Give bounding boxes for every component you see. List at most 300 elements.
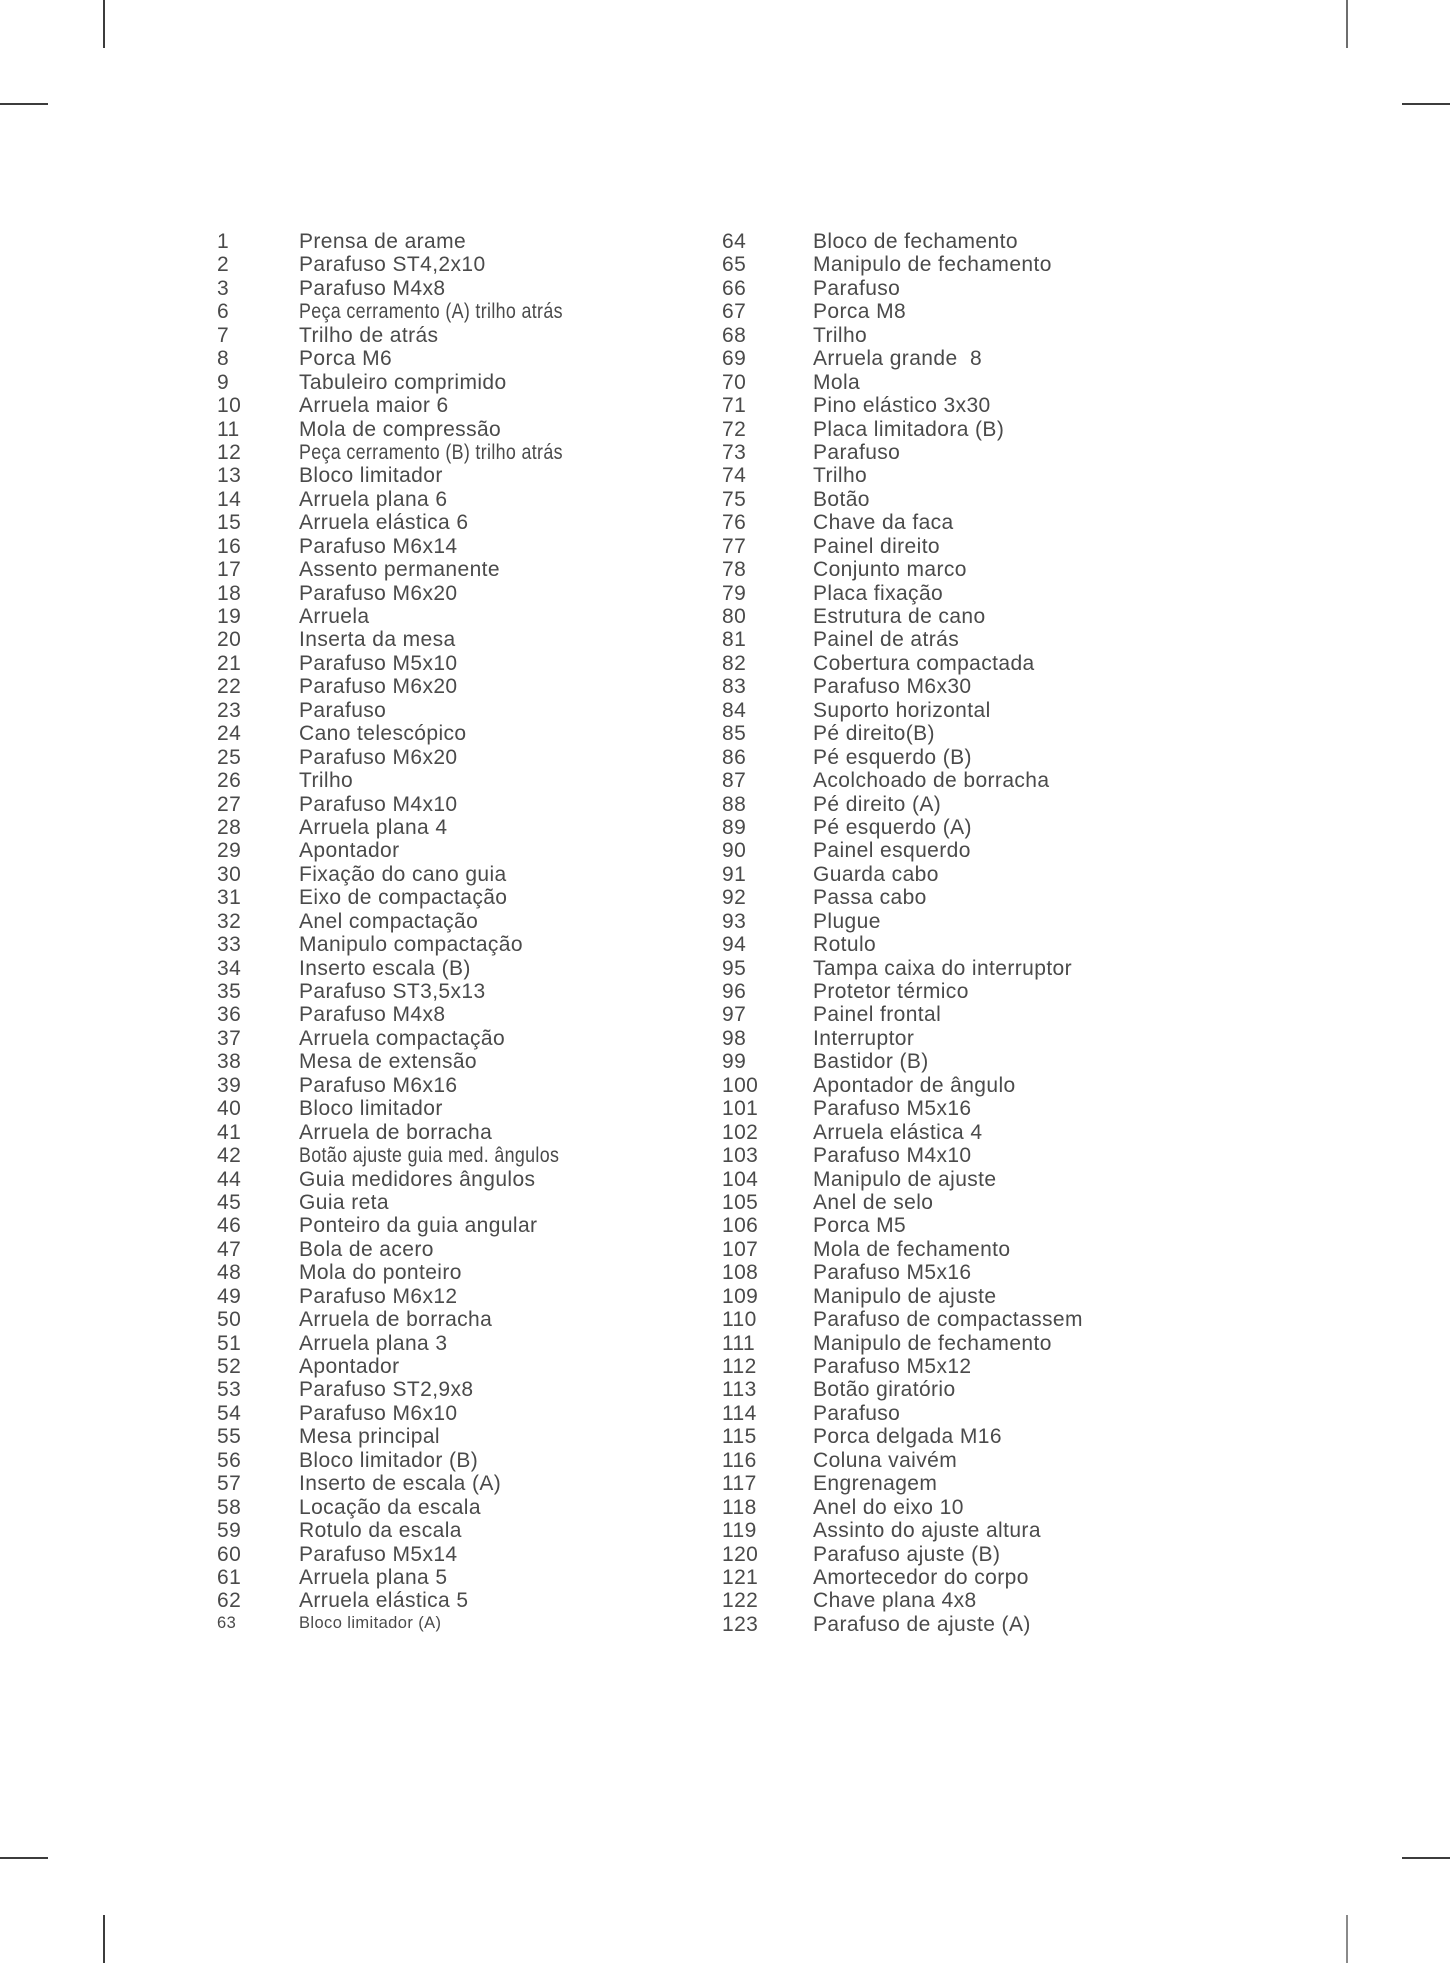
item-label: Assinto do ajuste altura xyxy=(813,1519,1041,1543)
list-item xyxy=(217,1285,717,1308)
list-item xyxy=(217,722,717,745)
list-item xyxy=(722,1589,1242,1612)
item-label: Parafuso M5x16 xyxy=(813,1097,972,1121)
item-number: 10 xyxy=(217,394,242,418)
item-number: 15 xyxy=(217,511,242,535)
item-number: 120 xyxy=(722,1542,759,1566)
list-item xyxy=(217,910,717,933)
item-number: 89 xyxy=(722,815,747,839)
list-item xyxy=(722,722,1242,745)
item-number: 19 xyxy=(217,605,242,628)
item-label: Guarda cabo xyxy=(813,862,939,886)
item-number: 103 xyxy=(722,1144,759,1168)
list-item xyxy=(722,1566,1242,1589)
item-number: 106 xyxy=(722,1214,759,1238)
item-number: 107 xyxy=(722,1237,759,1261)
item-number: 104 xyxy=(722,1167,759,1191)
item-label: Porca delgada M16 xyxy=(813,1425,1002,1449)
item-label: Guia reta xyxy=(299,1190,389,1214)
item-number: 23 xyxy=(217,698,242,722)
list-item xyxy=(217,300,717,323)
list-item xyxy=(722,1285,1242,1308)
item-label: Pé esquerdo (B) xyxy=(813,745,972,769)
list-item xyxy=(217,793,717,816)
item-number: 62 xyxy=(217,1589,242,1613)
item-number: 52 xyxy=(217,1355,242,1378)
item-label: Bloco limitador (A) xyxy=(299,1613,442,1632)
item-label: Manipulo de ajuste xyxy=(813,1167,997,1191)
item-number: 60 xyxy=(217,1542,242,1566)
list-item xyxy=(722,1519,1242,1542)
item-label: Anel compactação xyxy=(299,909,479,933)
crop-mark-top-left-vertical xyxy=(103,0,105,48)
item-number: 113 xyxy=(722,1378,757,1402)
item-label: Interruptor xyxy=(813,1026,915,1050)
list-item xyxy=(217,1050,717,1073)
item-number: 121 xyxy=(722,1565,759,1589)
item-label: Mola de compressão xyxy=(299,417,502,441)
item-number: 117 xyxy=(722,1472,757,1496)
list-item xyxy=(722,441,1242,464)
list-item xyxy=(722,628,1242,651)
item-label: Parafuso M4x10 xyxy=(813,1144,972,1168)
item-label: Parafuso M6x14 xyxy=(299,534,458,558)
item-number: 84 xyxy=(722,698,747,722)
list-item xyxy=(722,1332,1242,1355)
item-label: Placa fixação xyxy=(813,581,944,605)
item-number: 3 xyxy=(217,276,230,300)
item-number: 24 xyxy=(217,722,242,746)
list-item xyxy=(722,957,1242,980)
list-item xyxy=(722,1355,1242,1378)
item-number: 86 xyxy=(722,745,747,769)
list-item xyxy=(722,1378,1242,1401)
item-label: Bloco limitador xyxy=(299,1097,443,1121)
list-item xyxy=(722,1214,1242,1237)
item-number: 40 xyxy=(217,1097,242,1121)
list-item xyxy=(722,535,1242,558)
list-item xyxy=(722,1472,1242,1495)
list-item xyxy=(722,511,1242,534)
list-item xyxy=(722,1097,1242,1120)
list-item xyxy=(217,933,717,956)
list-item xyxy=(217,511,717,534)
crop-mark-bottom-right-vertical xyxy=(1346,1915,1348,1963)
item-label: Chave plana 4x8 xyxy=(813,1589,977,1613)
list-item xyxy=(217,1027,717,1050)
list-item xyxy=(217,1589,717,1612)
item-number: 97 xyxy=(722,1003,747,1027)
item-label: Parafuso M5x14 xyxy=(299,1542,458,1566)
item-label: Fixação do cano guia xyxy=(299,862,507,886)
list-item xyxy=(217,839,717,862)
list-item xyxy=(217,816,717,839)
item-label: Chave da faca xyxy=(813,511,954,535)
list-item xyxy=(217,230,717,253)
item-number: 67 xyxy=(722,300,747,324)
item-label: Pé direito(B) xyxy=(813,722,935,746)
list-item xyxy=(722,793,1242,816)
list-item xyxy=(722,324,1242,347)
item-label: Prensa de arame xyxy=(299,230,467,253)
list-item xyxy=(722,839,1242,862)
list-item xyxy=(217,488,717,511)
item-number: 20 xyxy=(217,628,242,652)
list-item xyxy=(217,886,717,909)
item-label: Manipulo de ajuste xyxy=(813,1284,997,1308)
item-label: Arruela elástica 5 xyxy=(299,1589,469,1613)
item-number: 48 xyxy=(217,1261,242,1285)
item-number: 50 xyxy=(217,1308,242,1332)
list-item xyxy=(217,347,717,370)
item-label: Bola de acero xyxy=(299,1237,434,1261)
list-item xyxy=(722,1261,1242,1284)
item-label: Arruela grande 8 xyxy=(813,347,983,371)
item-label: Trilho xyxy=(813,464,868,488)
item-number: 37 xyxy=(217,1026,242,1050)
list-item xyxy=(722,910,1242,933)
item-label: Apontador xyxy=(299,1355,400,1378)
item-label: Arruela elástica 6 xyxy=(299,511,469,535)
list-item xyxy=(217,1519,717,1542)
crop-mark-top-right-horizontal xyxy=(1402,103,1450,105)
list-item xyxy=(722,230,1242,253)
item-label: Mola xyxy=(813,370,861,394)
item-label: Parafuso M5x16 xyxy=(813,1261,972,1285)
list-item xyxy=(217,1308,717,1331)
list-item xyxy=(217,1003,717,1026)
list-item xyxy=(722,863,1242,886)
item-label: Pé esquerdo (A) xyxy=(813,815,972,839)
item-label: Tabuleiro comprimido xyxy=(299,370,507,394)
item-number: 88 xyxy=(722,792,747,816)
item-number: 73 xyxy=(722,440,747,464)
item-label: Pé direito (A) xyxy=(813,792,942,816)
item-number: 54 xyxy=(217,1401,242,1425)
item-number: 118 xyxy=(722,1495,757,1519)
crop-mark-bottom-left-vertical xyxy=(103,1915,105,1963)
item-number: 16 xyxy=(217,534,242,558)
item-number: 17 xyxy=(217,558,242,582)
item-number: 47 xyxy=(217,1237,242,1261)
parts-list-right-column xyxy=(722,230,1242,1636)
item-label: Guia medidores ângulos xyxy=(299,1167,536,1191)
list-item xyxy=(722,1496,1242,1519)
item-number: 34 xyxy=(217,956,242,980)
item-number: 119 xyxy=(722,1519,757,1543)
list-item xyxy=(722,1144,1242,1167)
item-number: 55 xyxy=(217,1425,242,1449)
item-number: 39 xyxy=(217,1073,242,1097)
item-label: Passa cabo xyxy=(813,886,927,910)
list-item xyxy=(217,582,717,605)
item-label: Porca M5 xyxy=(813,1214,907,1238)
list-item xyxy=(217,1168,717,1191)
list-item xyxy=(217,769,717,792)
list-item xyxy=(722,1425,1242,1448)
list-item xyxy=(722,816,1242,839)
item-label: Rotulo da escala xyxy=(299,1519,462,1543)
parts-list-left-column xyxy=(217,230,717,1633)
item-label: Arruela plana 5 xyxy=(299,1565,448,1589)
item-number: 116 xyxy=(722,1448,757,1472)
item-number: 36 xyxy=(217,1003,242,1027)
item-number: 80 xyxy=(722,605,747,628)
item-number: 115 xyxy=(722,1425,757,1449)
crop-mark-top-right-vertical xyxy=(1346,0,1348,48)
item-number: 102 xyxy=(722,1120,759,1144)
item-number: 95 xyxy=(722,956,747,980)
item-label: Botão giratório xyxy=(813,1378,956,1402)
item-label: Painel de atrás xyxy=(813,628,960,652)
item-label: Botão ajuste guia med. ângulos xyxy=(299,1144,560,1168)
item-number: 85 xyxy=(722,722,747,746)
item-number: 68 xyxy=(722,323,747,347)
item-number: 51 xyxy=(217,1331,242,1355)
item-label: Parafuso M6x20 xyxy=(299,745,458,769)
list-item xyxy=(217,464,717,487)
item-number: 69 xyxy=(722,347,747,371)
item-number: 26 xyxy=(217,769,242,793)
list-item xyxy=(217,628,717,651)
item-label: Rotulo xyxy=(813,933,877,957)
list-item xyxy=(722,980,1242,1003)
list-item xyxy=(217,1144,717,1167)
item-label: Manipulo de fechamento xyxy=(813,253,1052,277)
item-label: Engrenagem xyxy=(813,1472,938,1496)
item-label: Parafuso M6x20 xyxy=(299,581,458,605)
list-item xyxy=(722,347,1242,370)
item-label: Botão xyxy=(813,487,870,511)
list-item xyxy=(217,980,717,1003)
crop-mark-top-left-horizontal xyxy=(0,103,48,105)
item-label: Parafuso M6x16 xyxy=(299,1073,458,1097)
list-item xyxy=(217,277,717,300)
item-number: 33 xyxy=(217,933,242,957)
item-label: Arruela elástica 4 xyxy=(813,1120,983,1144)
item-number: 46 xyxy=(217,1214,242,1238)
list-item xyxy=(722,746,1242,769)
item-number: 1 xyxy=(217,230,230,253)
item-number: 35 xyxy=(217,980,242,1003)
list-item xyxy=(217,1355,717,1378)
item-label: Parafuso xyxy=(813,276,901,300)
item-number: 71 xyxy=(722,394,747,418)
item-number: 65 xyxy=(722,253,747,277)
list-item xyxy=(217,535,717,558)
item-number: 122 xyxy=(722,1589,759,1613)
list-item xyxy=(722,253,1242,276)
list-item xyxy=(217,1496,717,1519)
list-item xyxy=(217,1378,717,1401)
list-item xyxy=(722,1074,1242,1097)
item-number: 56 xyxy=(217,1448,242,1472)
item-number: 59 xyxy=(217,1519,242,1543)
item-number: 105 xyxy=(722,1190,759,1214)
item-number: 76 xyxy=(722,511,747,535)
item-label: Arruela de borracha xyxy=(299,1120,493,1144)
item-number: 87 xyxy=(722,769,747,793)
list-item xyxy=(722,488,1242,511)
item-label: Arruela compactação xyxy=(299,1026,506,1050)
item-number: 123 xyxy=(722,1612,759,1636)
item-label: Inserta da mesa xyxy=(299,628,456,652)
item-label: Parafuso M5x12 xyxy=(813,1355,972,1378)
item-number: 77 xyxy=(722,534,747,558)
item-number: 101 xyxy=(722,1097,759,1121)
item-number: 64 xyxy=(722,230,747,253)
item-number: 14 xyxy=(217,487,242,511)
item-number: 96 xyxy=(722,980,747,1003)
item-label: Trilho xyxy=(813,323,868,347)
item-number: 112 xyxy=(722,1355,757,1378)
item-label: Mesa principal xyxy=(299,1425,440,1449)
item-number: 21 xyxy=(217,651,242,675)
item-number: 82 xyxy=(722,651,747,675)
item-label: Arruela plana 3 xyxy=(299,1331,448,1355)
item-label: Parafuso de ajuste (A) xyxy=(813,1612,1031,1636)
list-item xyxy=(722,1027,1242,1050)
list-item xyxy=(722,1050,1242,1073)
item-label: Mola de fechamento xyxy=(813,1237,1011,1261)
list-item xyxy=(217,1261,717,1284)
list-item xyxy=(722,1191,1242,1214)
item-label: Apontador de ângulo xyxy=(813,1073,1016,1097)
item-label: Parafuso xyxy=(299,698,387,722)
item-label: Parafuso M4x8 xyxy=(299,1003,446,1027)
list-item xyxy=(217,1332,717,1355)
item-label: Assento permanente xyxy=(299,558,500,582)
item-label: Manipulo compactação xyxy=(299,933,523,957)
item-number: 44 xyxy=(217,1167,242,1191)
item-number: 92 xyxy=(722,886,747,910)
item-label: Mesa de extensão xyxy=(299,1050,478,1074)
item-label: Cano telescópico xyxy=(299,722,467,746)
list-item xyxy=(722,886,1242,909)
list-item xyxy=(217,863,717,886)
item-label: Locação da escala xyxy=(299,1495,481,1519)
item-label: Suporto horizontal xyxy=(813,698,991,722)
item-label: Painel frontal xyxy=(813,1003,942,1027)
item-number: 78 xyxy=(722,558,747,582)
list-item xyxy=(722,277,1242,300)
item-label: Pino elástico 3x30 xyxy=(813,394,991,418)
item-number: 66 xyxy=(722,276,747,300)
list-item xyxy=(722,675,1242,698)
item-label: Bloco limitador xyxy=(299,464,443,488)
item-number: 30 xyxy=(217,862,242,886)
item-number: 49 xyxy=(217,1284,242,1308)
item-label: Amortecedor do corpo xyxy=(813,1565,1029,1589)
item-label: Inserto escala (B) xyxy=(299,956,471,980)
item-label: Coluna vaivém xyxy=(813,1448,958,1472)
list-item xyxy=(217,1472,717,1495)
list-item xyxy=(722,371,1242,394)
item-label: Parafuso xyxy=(813,1401,901,1425)
item-number: 29 xyxy=(217,839,242,863)
item-number: 7 xyxy=(217,323,230,347)
item-number: 58 xyxy=(217,1495,242,1519)
item-label: Parafuso M5x10 xyxy=(299,651,458,675)
list-item xyxy=(722,1613,1242,1636)
item-label: Parafuso M4x10 xyxy=(299,792,458,816)
list-item xyxy=(722,1308,1242,1331)
item-number: 8 xyxy=(217,347,230,371)
list-item xyxy=(722,300,1242,323)
list-item xyxy=(217,699,717,722)
crop-mark-bottom-left-horizontal xyxy=(0,1857,48,1859)
item-number: 90 xyxy=(722,839,747,863)
list-item xyxy=(722,1168,1242,1191)
list-item xyxy=(217,957,717,980)
list-item xyxy=(217,418,717,441)
item-number: 38 xyxy=(217,1050,242,1074)
list-item xyxy=(217,253,717,276)
list-item xyxy=(722,582,1242,605)
item-label: Manipulo de fechamento xyxy=(813,1331,1052,1355)
item-number: 70 xyxy=(722,370,747,394)
item-label: Bastidor (B) xyxy=(813,1050,929,1074)
item-label: Mola do ponteiro xyxy=(299,1261,462,1285)
list-item xyxy=(217,605,717,628)
item-number: 22 xyxy=(217,675,242,699)
item-number: 18 xyxy=(217,581,242,605)
item-label: Parafuso ST2,9x8 xyxy=(299,1378,474,1402)
item-label: Peça cerramento (A) trilho atrás xyxy=(299,300,563,324)
crop-mark-bottom-right-horizontal xyxy=(1402,1857,1450,1859)
item-label: Anel do eixo 10 xyxy=(813,1495,964,1519)
list-item xyxy=(722,394,1242,417)
item-number: 9 xyxy=(217,370,230,394)
item-number: 111 xyxy=(722,1331,756,1355)
list-item xyxy=(217,1097,717,1120)
item-number: 99 xyxy=(722,1050,747,1074)
list-item xyxy=(217,371,717,394)
item-number: 45 xyxy=(217,1190,242,1214)
item-label: Anel de selo xyxy=(813,1190,934,1214)
list-item xyxy=(722,933,1242,956)
item-label: Parafuso M6x30 xyxy=(813,675,972,699)
item-label: Parafuso M6x20 xyxy=(299,675,458,699)
item-number: 75 xyxy=(722,487,747,511)
item-number: 83 xyxy=(722,675,747,699)
item-number: 53 xyxy=(217,1378,242,1402)
item-label: Eixo de compactação xyxy=(299,886,508,910)
item-label: Estrutura de cano xyxy=(813,605,986,628)
item-label: Arruela de borracha xyxy=(299,1308,493,1332)
list-item xyxy=(217,1402,717,1425)
item-label: Painel esquerdo xyxy=(813,839,971,863)
item-label: Parafuso xyxy=(813,440,901,464)
item-number: 61 xyxy=(217,1565,242,1589)
list-item xyxy=(217,1121,717,1144)
item-number: 57 xyxy=(217,1472,242,1496)
item-label: Parafuso ajuste (B) xyxy=(813,1542,1001,1566)
item-number: 41 xyxy=(217,1120,242,1144)
item-number: 81 xyxy=(722,628,747,652)
list-item xyxy=(722,464,1242,487)
item-number: 12 xyxy=(217,440,242,464)
item-number: 100 xyxy=(722,1073,759,1097)
list-item xyxy=(217,558,717,581)
list-item xyxy=(722,1402,1242,1425)
item-number: 42 xyxy=(217,1144,242,1168)
list-item xyxy=(217,1613,717,1633)
list-item xyxy=(722,1449,1242,1472)
item-number: 6 xyxy=(217,300,230,324)
item-label: Acolchoado de borracha xyxy=(813,769,1050,793)
list-item xyxy=(217,1449,717,1472)
